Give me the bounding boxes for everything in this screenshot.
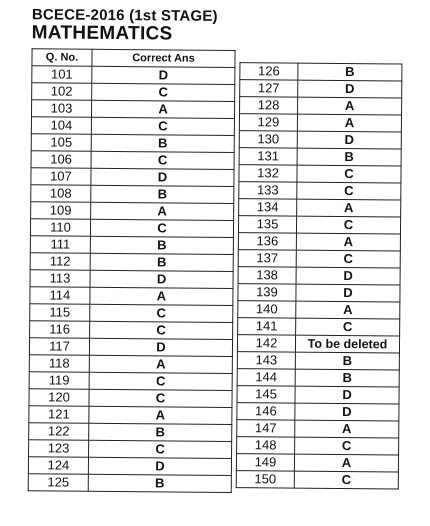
table-row — [240, 63, 402, 81]
question-number: 106 — [31, 151, 91, 169]
question-number: 141 — [238, 318, 296, 336]
table-row — [29, 338, 232, 357]
correct-answer: C — [296, 250, 400, 268]
table-header-row — [32, 49, 235, 68]
correct-answer: C — [89, 372, 232, 390]
correct-answer: A — [90, 287, 233, 305]
correct-answer: B — [88, 474, 231, 492]
question-number: 122 — [29, 423, 89, 441]
table-row — [239, 165, 401, 183]
table-row — [237, 352, 399, 370]
correct-answer: D — [298, 80, 402, 98]
table-row — [237, 403, 399, 421]
question-number: 143 — [237, 352, 295, 370]
correct-answer: A — [294, 454, 398, 472]
correct-answer: C — [91, 151, 234, 169]
correct-answer: B — [89, 423, 232, 441]
table-row — [29, 423, 232, 442]
correct-answer: A — [89, 355, 232, 373]
table-row — [237, 335, 399, 353]
table-row — [31, 202, 234, 221]
question-number: 137 — [238, 250, 296, 268]
correct-answer: A — [296, 233, 400, 251]
correct-answer: C — [296, 318, 400, 336]
correct-answer: D — [91, 168, 234, 186]
table-row — [32, 66, 235, 85]
correct-answer: B — [90, 253, 233, 271]
question-number: 126 — [240, 63, 298, 81]
correct-answer: A — [91, 100, 234, 118]
correct-answer: D — [92, 66, 235, 84]
table-row — [31, 168, 234, 187]
correct-answer: To be deleted — [295, 335, 399, 353]
table-row — [31, 134, 234, 153]
correct-answer: C — [91, 117, 234, 135]
question-number: 109 — [31, 202, 91, 220]
question-number: 144 — [237, 369, 295, 387]
table-row — [238, 318, 400, 336]
question-number: 108 — [31, 185, 91, 203]
question-number: 134 — [239, 199, 297, 217]
table-row — [237, 386, 399, 404]
table-row — [28, 457, 231, 476]
question-number: 135 — [238, 216, 296, 234]
question-number: 133 — [239, 182, 297, 200]
correct-answer: D — [297, 131, 401, 149]
table-row — [238, 233, 400, 251]
correct-answer: A — [91, 202, 234, 220]
question-number: 115 — [30, 304, 90, 322]
question-number: 104 — [31, 117, 91, 135]
answer-table-left — [28, 48, 236, 493]
correct-answer: D — [296, 284, 400, 302]
question-number: 128 — [240, 97, 298, 115]
question-number: 112 — [30, 253, 90, 271]
correct-answer: D — [90, 270, 233, 288]
correct-answer: D — [295, 403, 399, 421]
correct-answer: A — [89, 406, 232, 424]
question-number: 148 — [237, 437, 295, 455]
correct-answer: A — [298, 97, 402, 115]
correct-answer: B — [91, 134, 234, 152]
table-row — [238, 284, 400, 302]
question-number: 119 — [29, 372, 89, 390]
question-number: 145 — [237, 386, 295, 404]
correct-answer: A — [296, 301, 400, 319]
table-row — [31, 117, 234, 136]
table-row — [239, 182, 401, 200]
question-number: 149 — [236, 454, 294, 472]
correct-answer: C — [89, 440, 232, 458]
table-row — [29, 389, 232, 408]
question-number: 142 — [237, 335, 295, 353]
correct-answer: C — [294, 471, 398, 489]
correct-answer: C — [90, 219, 233, 237]
question-number: 113 — [30, 270, 90, 288]
table-row — [240, 80, 402, 98]
question-number: 110 — [30, 219, 90, 237]
table-row — [237, 369, 399, 387]
table-row — [29, 372, 232, 391]
question-number: 130 — [239, 131, 297, 149]
table-row — [236, 454, 398, 472]
correct-answer: D — [295, 386, 399, 404]
table-row — [240, 97, 402, 115]
table-row — [30, 304, 233, 323]
table-row — [239, 148, 401, 166]
question-number: 103 — [31, 100, 91, 118]
answer-column-header: Correct Ans — [92, 49, 235, 67]
table-row — [29, 355, 232, 374]
question-number: 136 — [238, 233, 296, 251]
question-number: 140 — [238, 301, 296, 319]
question-number: 150 — [236, 471, 294, 489]
question-number: 127 — [240, 80, 298, 98]
question-number: 107 — [31, 168, 91, 186]
table-row — [29, 406, 232, 425]
correct-answer: C — [297, 182, 401, 200]
question-number: 121 — [29, 406, 89, 424]
correct-answer: D — [88, 457, 231, 475]
table-row — [30, 287, 233, 306]
table-row — [239, 131, 401, 149]
table-row — [237, 420, 399, 438]
table-row — [30, 219, 233, 238]
table-row — [239, 199, 401, 217]
table-row — [238, 250, 400, 268]
table-row — [239, 114, 401, 132]
correct-answer: B — [297, 148, 401, 166]
table-row — [238, 267, 400, 285]
table-row — [32, 83, 235, 102]
correct-answer: A — [297, 199, 401, 217]
table-row — [238, 301, 400, 319]
question-number: 118 — [29, 355, 89, 373]
table-row — [30, 253, 233, 272]
table-row — [237, 437, 399, 455]
question-number: 125 — [28, 474, 88, 492]
question-number: 132 — [239, 165, 297, 183]
question-number: 138 — [238, 267, 296, 285]
correct-answer: C — [90, 321, 233, 339]
subject-title: MATHEMATICS — [31, 22, 173, 45]
table-row — [30, 236, 233, 255]
question-number: 123 — [29, 440, 89, 458]
answer-table-right — [236, 62, 403, 489]
table-row — [31, 100, 234, 119]
table-row — [238, 216, 400, 234]
question-number: 146 — [237, 403, 295, 421]
question-number: 129 — [239, 114, 297, 132]
correct-answer: C — [90, 304, 233, 322]
table-row — [31, 151, 234, 170]
table-row — [30, 321, 233, 340]
question-number: 114 — [30, 287, 90, 305]
table-row — [236, 471, 398, 489]
correct-answer: B — [91, 185, 234, 203]
question-number: 124 — [28, 457, 88, 475]
table-row — [29, 440, 232, 459]
qno-column-header: Q. No. — [32, 49, 92, 67]
question-number: 111 — [30, 236, 90, 254]
correct-answer: B — [90, 236, 233, 254]
table-row — [31, 185, 234, 204]
question-number: 116 — [30, 321, 90, 339]
correct-answer: D — [89, 338, 232, 356]
question-number: 101 — [32, 66, 92, 84]
table-row — [28, 474, 231, 493]
table-row — [30, 270, 233, 289]
correct-answer: D — [296, 267, 400, 285]
correct-answer: C — [92, 83, 235, 101]
correct-answer: A — [295, 420, 399, 438]
question-number: 131 — [239, 148, 297, 166]
question-number: 139 — [238, 284, 296, 302]
correct-answer: C — [296, 216, 400, 234]
question-number: 102 — [32, 83, 92, 101]
question-number: 117 — [29, 338, 89, 356]
correct-answer: B — [295, 352, 399, 370]
correct-answer: B — [295, 369, 399, 387]
exam-title: BCECE-2016 (1st STAGE) — [31, 6, 218, 25]
correct-answer: C — [89, 389, 232, 407]
question-number: 120 — [29, 389, 89, 407]
correct-answer: C — [297, 165, 401, 183]
correct-answer: A — [297, 114, 401, 132]
question-number: 105 — [31, 134, 91, 152]
question-number: 147 — [237, 420, 295, 438]
correct-answer: B — [298, 63, 402, 81]
correct-answer: C — [295, 437, 399, 455]
